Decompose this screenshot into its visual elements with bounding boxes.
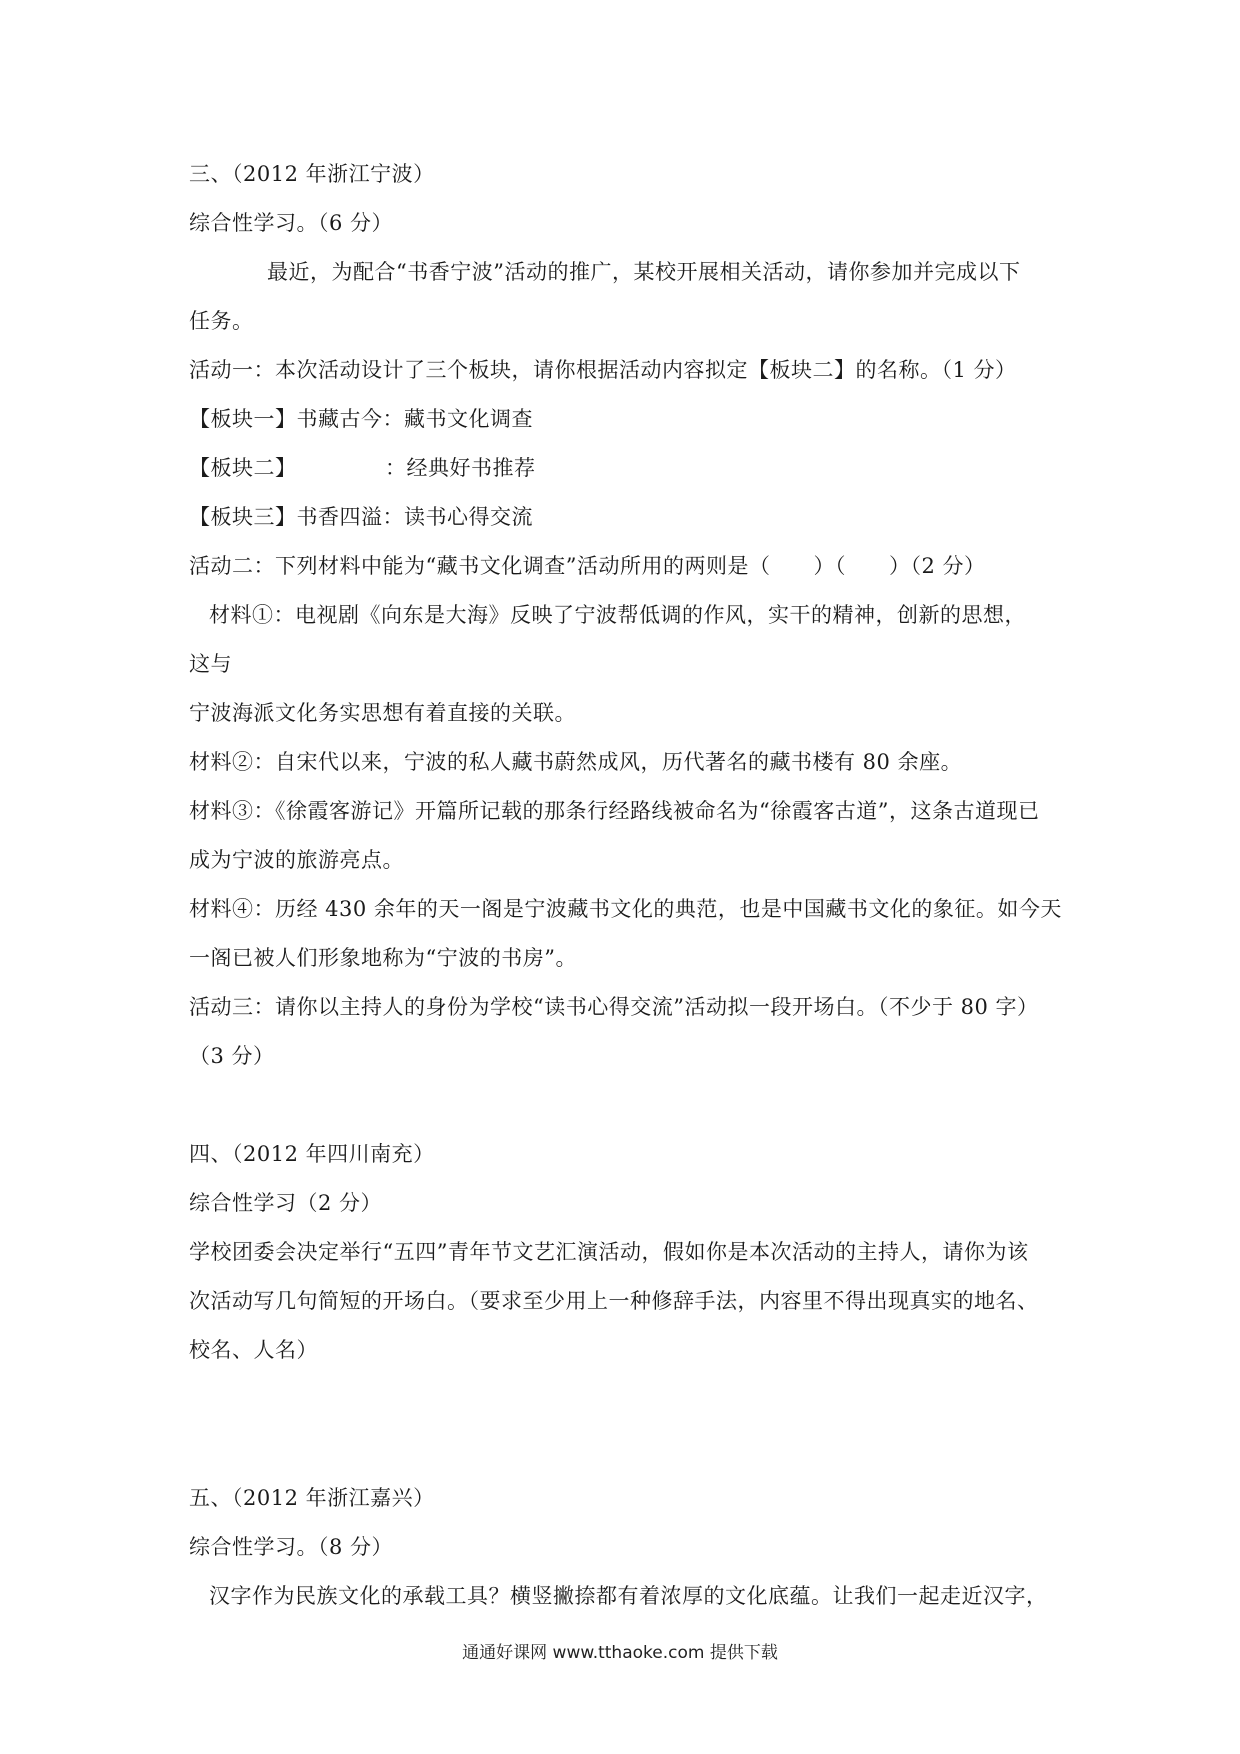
section5-text-line1: 汉字作为民族文化的承载工具？横竖撇捺都有着浓厚的文化底蕴。让我们一起走近汉字，: [209, 1584, 1048, 1608]
section3-subheading: 综合性学习。（6 分）: [189, 211, 394, 235]
section4-text-line2: 次活动写几句简短的开场白。（要求至少用上一种修辞手法，内容里不得出现真实的地名、: [189, 1289, 1039, 1313]
section3-heading: 三、（2012 年浙江宁波）: [189, 162, 435, 186]
section4-subheading: 综合性学习（2 分）: [189, 1191, 383, 1215]
section4-text-line3: 校名、人名）: [189, 1338, 318, 1362]
material1-line3: 宁波海派文化务实思想有着直接的关联。: [189, 701, 576, 725]
material4-line2: 一阁已被人们形象地称为“宁波的书房”。: [189, 946, 577, 970]
block2-label: 【板块二】: [189, 456, 297, 480]
material3-line2: 成为宁波的旅游亮点。: [189, 848, 404, 872]
activity1-text: 活动一：本次活动设计了三个板块，请你根据活动内容拟定【板块二】的名称。（1 分）: [189, 358, 1017, 382]
activity2-text: 活动二：下列材料中能为“藏书文化调查”活动所用的两则是（ ）（ ）（2 分）: [189, 554, 986, 578]
section3-intro-line2: 任务。: [189, 309, 254, 333]
section5-subheading: 综合性学习。（8 分）: [189, 1535, 394, 1559]
section3-intro-line1: 最近，为配合“书香宁波”活动的推广，某校开展相关活动，请你参加并完成以下: [267, 260, 1021, 284]
block1-text: 【板块一】书藏古今：藏书文化调查: [189, 407, 533, 431]
material4-line1: 材料④：历经 430 余年的天一阁是宁波藏书文化的典范，也是中国藏书文化的象征。如今天: [189, 897, 1062, 921]
activity3-line2: （3 分）: [189, 1044, 275, 1068]
block3-text: 【板块三】书香四溢：读书心得交流: [189, 505, 533, 529]
page-footer: 通通好课网 www.tthaoke.com 提供下载: [462, 1643, 778, 1663]
section4-heading: 四、（2012 年四川南充）: [189, 1142, 435, 1166]
material3-line1: 材料③：《徐霞客游记》开篇所记载的那条行经路线被命名为“徐霞客古道”，这条古道现已: [189, 799, 1040, 823]
block2-rest: ：经典好书推荐: [385, 456, 536, 480]
material1-line1: 材料①：电视剧《向东是大海》反映了宁波帮低调的作风，实干的精神，创新的思想，: [209, 603, 1026, 627]
material2-text: 材料②：自宋代以来，宁波的私人藏书蔚然成风，历代著名的藏书楼有 80 余座。: [189, 750, 963, 774]
activity3-line1: 活动三：请你以主持人的身份为学校“读书心得交流”活动拟一段开场白。（不少于 80 字）: [189, 995, 1039, 1019]
material1-line2: 这与: [189, 652, 232, 676]
section5-heading: 五、（2012 年浙江嘉兴）: [189, 1486, 435, 1510]
section4-text-line1: 学校团委会决定举行“五四”青年节文艺汇演活动，假如你是本次活动的主持人，请你为该: [189, 1240, 1029, 1264]
